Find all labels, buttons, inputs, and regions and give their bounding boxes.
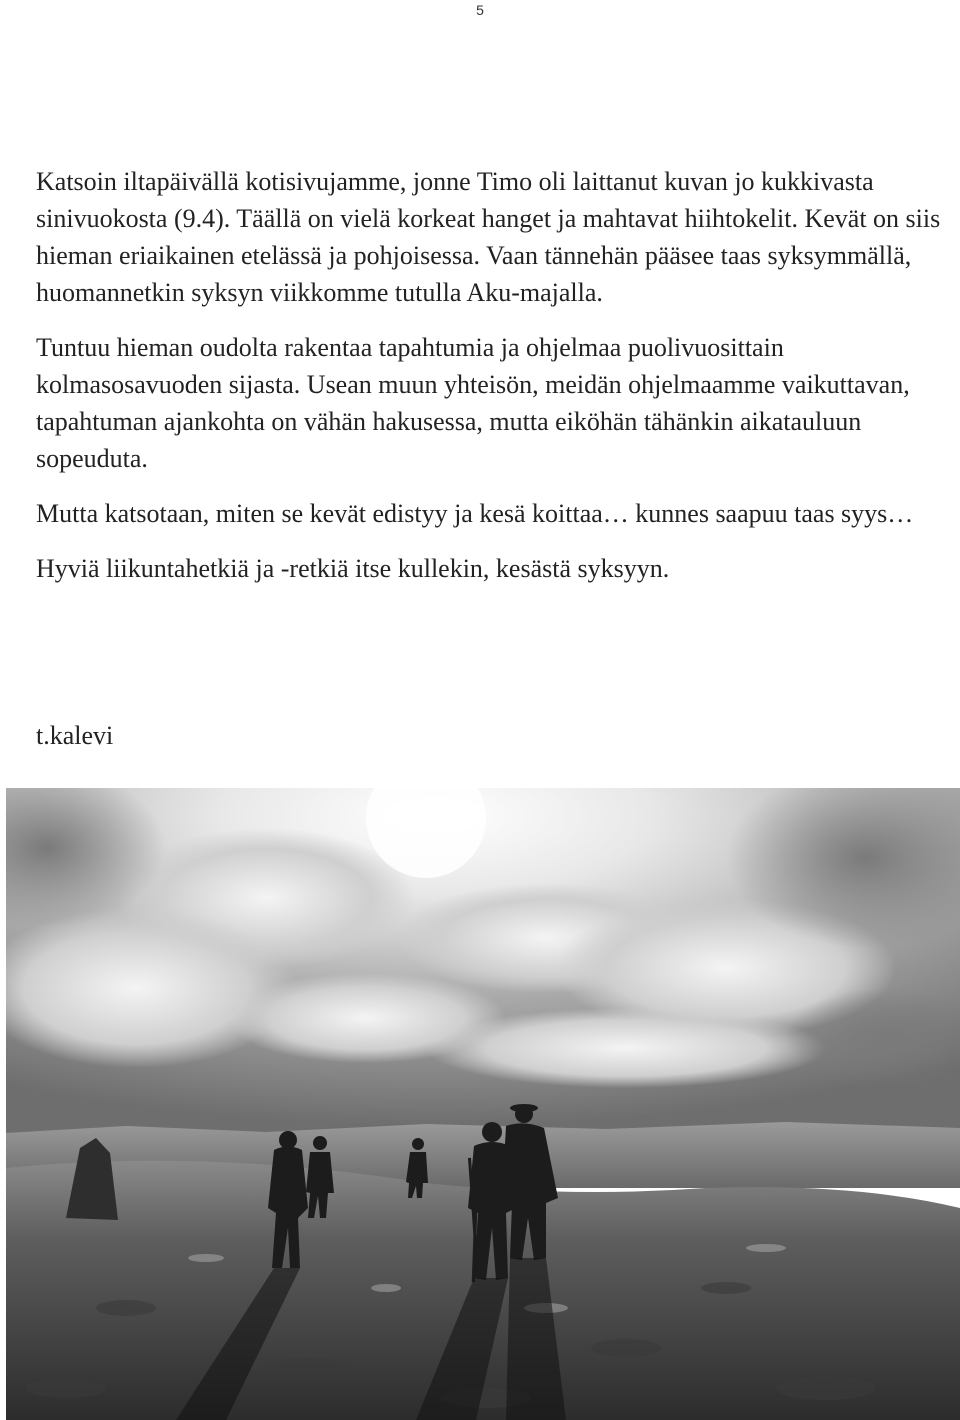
paragraph-3: Mutta katsotaan, miten se kevät edistyy ja kesä koittaa… kunnes saapuu taas syys… [36,499,914,528]
paragraph-4: Hyviä liikuntahetkiä ja -retkiä itse kullekin, kesästä syksyyn. [36,554,670,583]
article-body [36,163,941,605]
page-number: 5 [476,2,484,18]
fell-hikers-photo [6,788,960,1420]
paragraph-1: Katsoin iltapäivällä kotisivujamme, jonne Timo oli laittanut kuvan jo kukkivasta sinivuokosta (9.4). Täällä on vielä korkeat hanget ja mahtavat hiihtokelit. Kevät on siis hieman eriaikainen etelässä ja pohjoisessa. Vaan tännehän pääsee taas syksymmällä, huomannetkin syksyn viikkomme tutulla Aku-majalla. [36,167,941,307]
signature: t.kalevi [36,721,114,750]
paragraph-2: Tuntuu hieman oudolta rakentaa tapahtumia ja ohjelmaa puolivuosittain kolmasosavuoden sijasta. Usean muun yhteisön, meidän ohjelmaamme vaikuttavan, tapahtuman ajankohta on vähän hakusessa, mutta eiköhän tähänkin aikatauluun sopeuduta. [36,333,910,473]
